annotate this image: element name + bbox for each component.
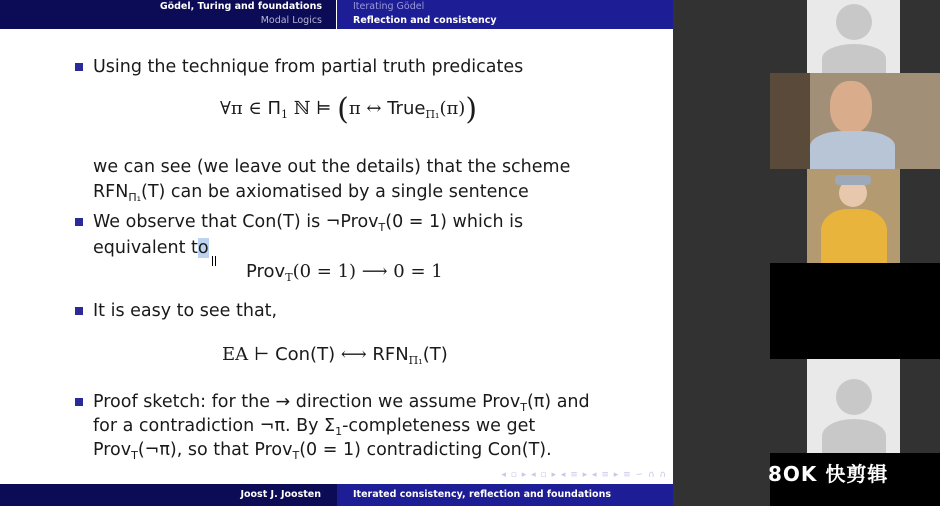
- footer-talk-title: Iterated consistency, reflection and foundations: [353, 489, 612, 500]
- avatar-placeholder-icon: [836, 4, 872, 40]
- text-cursor-icon: [212, 256, 216, 266]
- footer-author: Joost J. Joosten: [240, 489, 321, 500]
- beamer-navigation-icons[interactable]: ◂ ▫ ▸ ◂ ▫ ▸ ◂ ≡ ▸ ◂ ≡ ▸ ≡ ∽ ∩ ∩: [501, 470, 667, 480]
- video-background-shelf: [770, 73, 810, 169]
- bullet-4-line-3: Prov$_T$(¬π), so that Prov$_T$(0 = 1) contradicting Con(T).: [93, 440, 552, 462]
- equivalence-formula: EA ⊢ Con(T) ⟷ $RFN_{\Pi_1}(T)$: [222, 344, 448, 367]
- participant-video-sidebar: [673, 0, 940, 506]
- bullet-1-continuation-1: we can see (we leave out the details) that the scheme: [93, 157, 571, 177]
- participant-cap: [835, 175, 871, 185]
- text-selection-highlight: o: [197, 238, 209, 258]
- participant-sweater: [821, 209, 887, 263]
- slide-footer-left: [0, 484, 337, 506]
- participant-video-2[interactable]: [807, 169, 900, 263]
- header-subsection-title: Iterating Gödel: [353, 1, 425, 12]
- header-subsection-subtitle: Reflection and consistency: [353, 14, 497, 26]
- bullet-marker: [75, 307, 83, 315]
- participant-tile-empty[interactable]: [770, 263, 940, 359]
- avatar-placeholder-icon: [836, 379, 872, 415]
- slide-header-left: [0, 0, 336, 29]
- kuaijianji-watermark-logo: 8OK 快剪辑: [768, 462, 889, 486]
- participant-tile-1[interactable]: [807, 0, 900, 73]
- bullet-3-text: It is easy to see that,: [93, 301, 278, 321]
- participant-tile-3[interactable]: [807, 359, 900, 453]
- header-section-subtitle: Modal Logics: [260, 14, 322, 26]
- bullet-4-line-2: for a contradiction ¬π. By $\Sigma_1$-completeness we get: [93, 416, 536, 438]
- bullet-marker: [75, 63, 83, 71]
- provability-formula: Prov$_T$(0 = 1) ⟶ 0 = 1: [246, 261, 443, 284]
- bullet-1-continuation-2: $RFN_{\Pi_1}(T)$ can be axiomatised by a single sentence: [93, 182, 529, 204]
- slide-header-right: [337, 0, 673, 29]
- header-section-title: Gödel, Turing and foundations: [159, 1, 322, 12]
- bullet-1-text: Using the technique from partial truth predicates: [93, 57, 524, 77]
- speaker-shirt: [810, 131, 895, 169]
- bullet-marker: [75, 218, 83, 226]
- bullet-marker: [75, 398, 83, 406]
- avatar-body-icon: [822, 419, 886, 453]
- truth-predicate-formula: ∀π ∈ $\Pi_1$ ℕ ⊨ (π ↔ True$_{\Pi_1}$(π)): [220, 92, 478, 127]
- participant-video-speaker[interactable]: [770, 73, 940, 169]
- speaker-face: [830, 81, 872, 133]
- bullet-4-line-1: Proof sketch: for the → direction we assume Prov$_T$(π) and: [93, 392, 590, 414]
- bullet-2-text: We observe that Con(T) is ¬Prov$_T$(0 = 1) which is: [93, 212, 524, 234]
- bullet-2-continuation: equivalent to: [93, 238, 209, 258]
- avatar-body-icon: [822, 44, 886, 73]
- slide-footer-right: [337, 484, 673, 506]
